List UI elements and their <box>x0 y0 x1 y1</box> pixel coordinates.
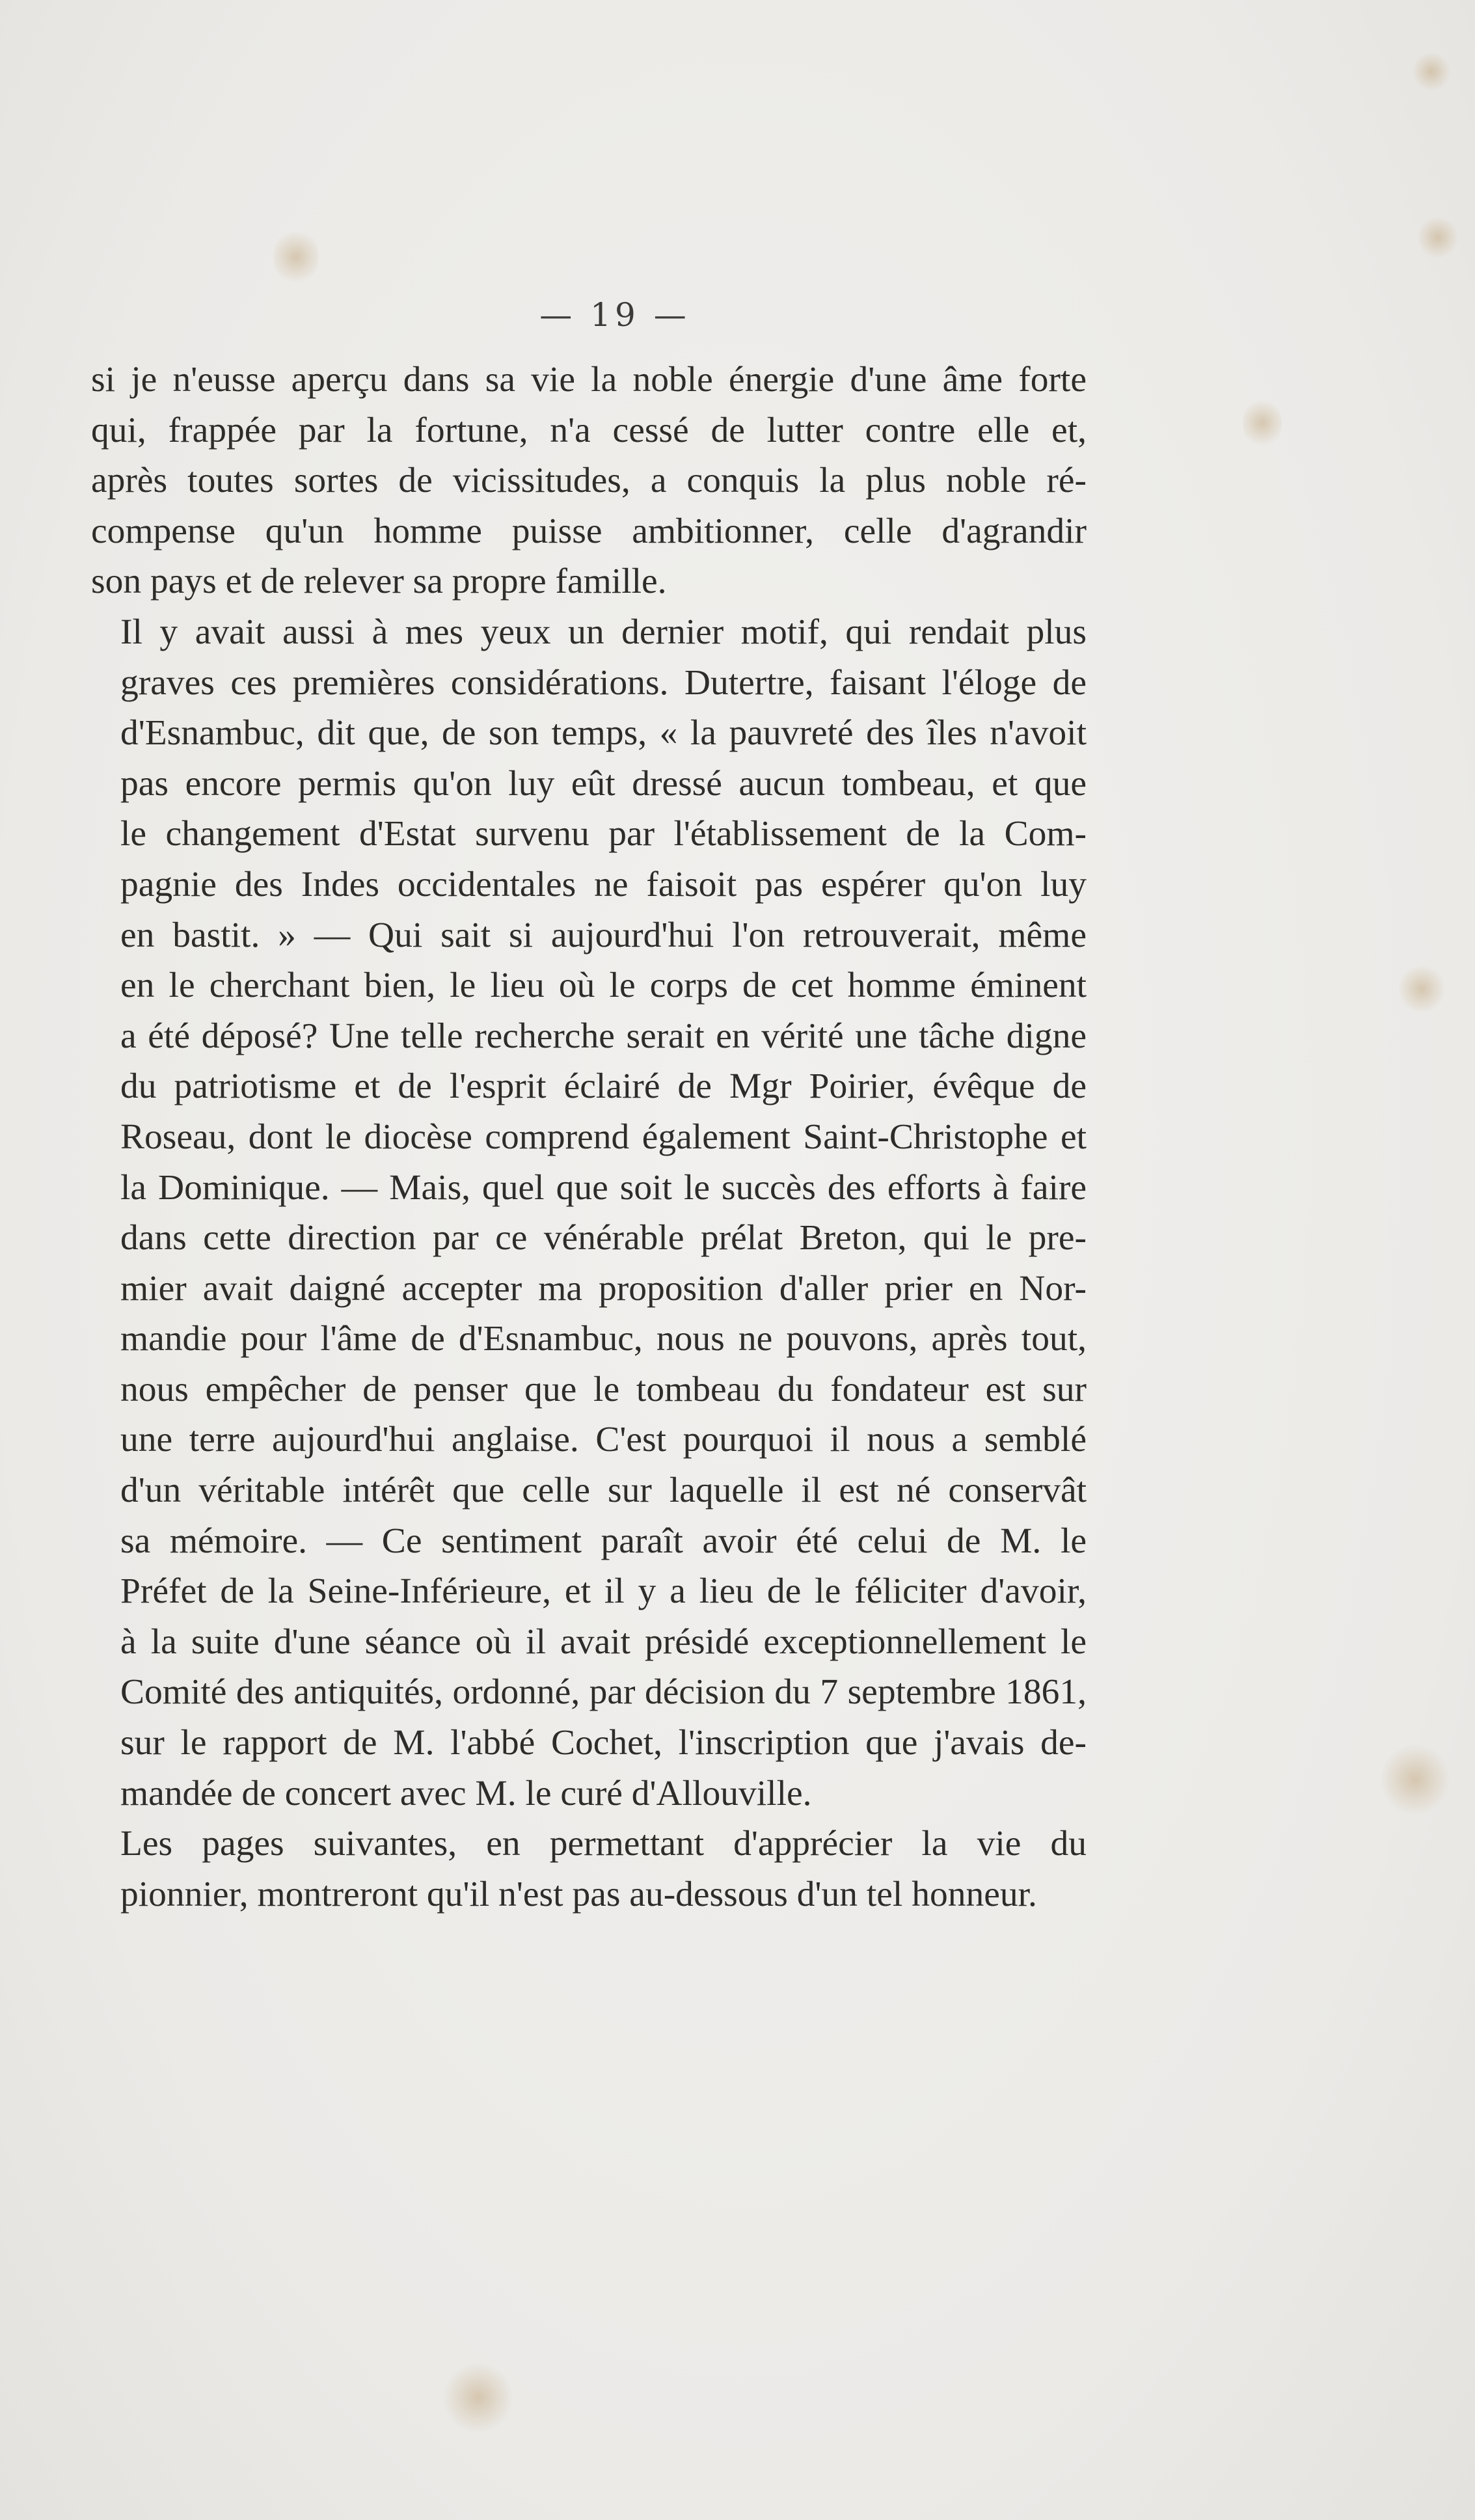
text-line: à la suite d'une séance où il avait présidé exceptionnellement le <box>120 1621 1087 1662</box>
text-line: Préfet de la Seine-Inférieure, et il y a lieu de le féliciter d'avoir, <box>120 1571 1087 1612</box>
foxing-stain <box>442 2362 514 2433</box>
foxing-stain <box>1399 963 1444 1015</box>
paragraph <box>91 1819 1087 1919</box>
page-number: — 19 — <box>539 296 690 334</box>
text-line: Il y avait aussi à mes yeux un dernier motif, qui rendait plus <box>120 612 1087 652</box>
text-line: pas encore permis qu'on luy eût dressé aucun tombeau, et que <box>120 763 1087 804</box>
text-line: Comité des antiquités, ordonné, par décision du 7 septembre 1861, <box>120 1672 1087 1713</box>
text-line: une terre aujourd'hui anglaise. C'est pourquoi il nous a semblé <box>120 1420 1087 1460</box>
text-line: sa mémoire. — Ce sentiment paraît avoir été celui de M. le <box>120 1521 1087 1561</box>
text-line: le changement d'Estat survenu par l'établissement de la Com- <box>120 814 1087 854</box>
text-line: d'Esnambuc, dit que, de son temps, « la pauvreté des îles n'avoit <box>120 713 1087 753</box>
text-line: nous empêcher de penser que le tombeau du fondateur est sur <box>120 1369 1087 1409</box>
text-line: du patriotisme et de l'esprit éclairé de Mgr Poirier, évêque de <box>120 1066 1087 1107</box>
text-line: Les pages suivantes, en permettant d'apprécier la vie du <box>120 1824 1087 1864</box>
text-line: en le cherchant bien, le lieu où le corps de cet homme éminent <box>120 966 1087 1006</box>
body-text <box>91 355 1087 1919</box>
paragraph <box>91 607 1087 1819</box>
text-line: pagnie des Indes occidentales ne faisoit pas espérer qu'on luy <box>120 864 1087 904</box>
text-line: mandée de concert avec M. le curé d'Allouville. <box>120 1773 812 1813</box>
text-line: d'un véritable intérêt que celle sur laquelle il est né conservât <box>120 1470 1087 1511</box>
text-line: sur le rapport de M. l'abbé Cochet, l'inscription que j'avais de- <box>120 1723 1087 1763</box>
foxing-stain <box>273 228 319 286</box>
text-line: si je n'eusse aperçu dans sa vie la noble énergie d'une âme forte <box>91 360 1087 400</box>
text-line: dans cette direction par ce vénérable prélat Breton, qui le pre- <box>120 1218 1087 1258</box>
text-line: graves ces premières considérations. Dutertre, faisant l'éloge de <box>120 662 1087 703</box>
text-line: mier avait daigné accepter ma proposition d'aller prier en Nor- <box>120 1268 1087 1308</box>
text-line: son pays et de relever sa propre famille. <box>91 562 667 602</box>
foxing-stain <box>1412 52 1451 91</box>
text-line: compense qu'un homme puisse ambitionner, celle d'agrandir <box>91 511 1087 551</box>
text-line: mandie pour l'âme de d'Esnambuc, nous ne pouvons, après tout, <box>120 1319 1087 1359</box>
foxing-stain <box>1243 397 1282 449</box>
text-line: en bastit. » — Qui sait si aujourd'hui l'on retrouverait, même <box>120 915 1087 955</box>
text-line: a été déposé? Une telle recherche serait en vérité une tâche digne <box>120 1016 1087 1056</box>
text-line: pionnier, montreront qu'il n'est pas au-dessous d'un tel honneur. <box>120 1874 1037 1914</box>
paragraph <box>91 355 1087 607</box>
text-line: la Dominique. — Mais, quel que soit le succès des efforts à faire <box>120 1167 1087 1208</box>
text-line: après toutes sortes de vicissitudes, a conquis la plus noble ré- <box>91 461 1087 501</box>
text-line: qui, frappée par la fortune, n'a cessé de lutter contre elle et, <box>91 410 1087 450</box>
foxing-stain <box>1418 215 1457 260</box>
foxing-stain <box>1379 1744 1451 1815</box>
text-line: Roseau, dont le diocèse comprend également Saint-Christophe et <box>120 1117 1087 1157</box>
